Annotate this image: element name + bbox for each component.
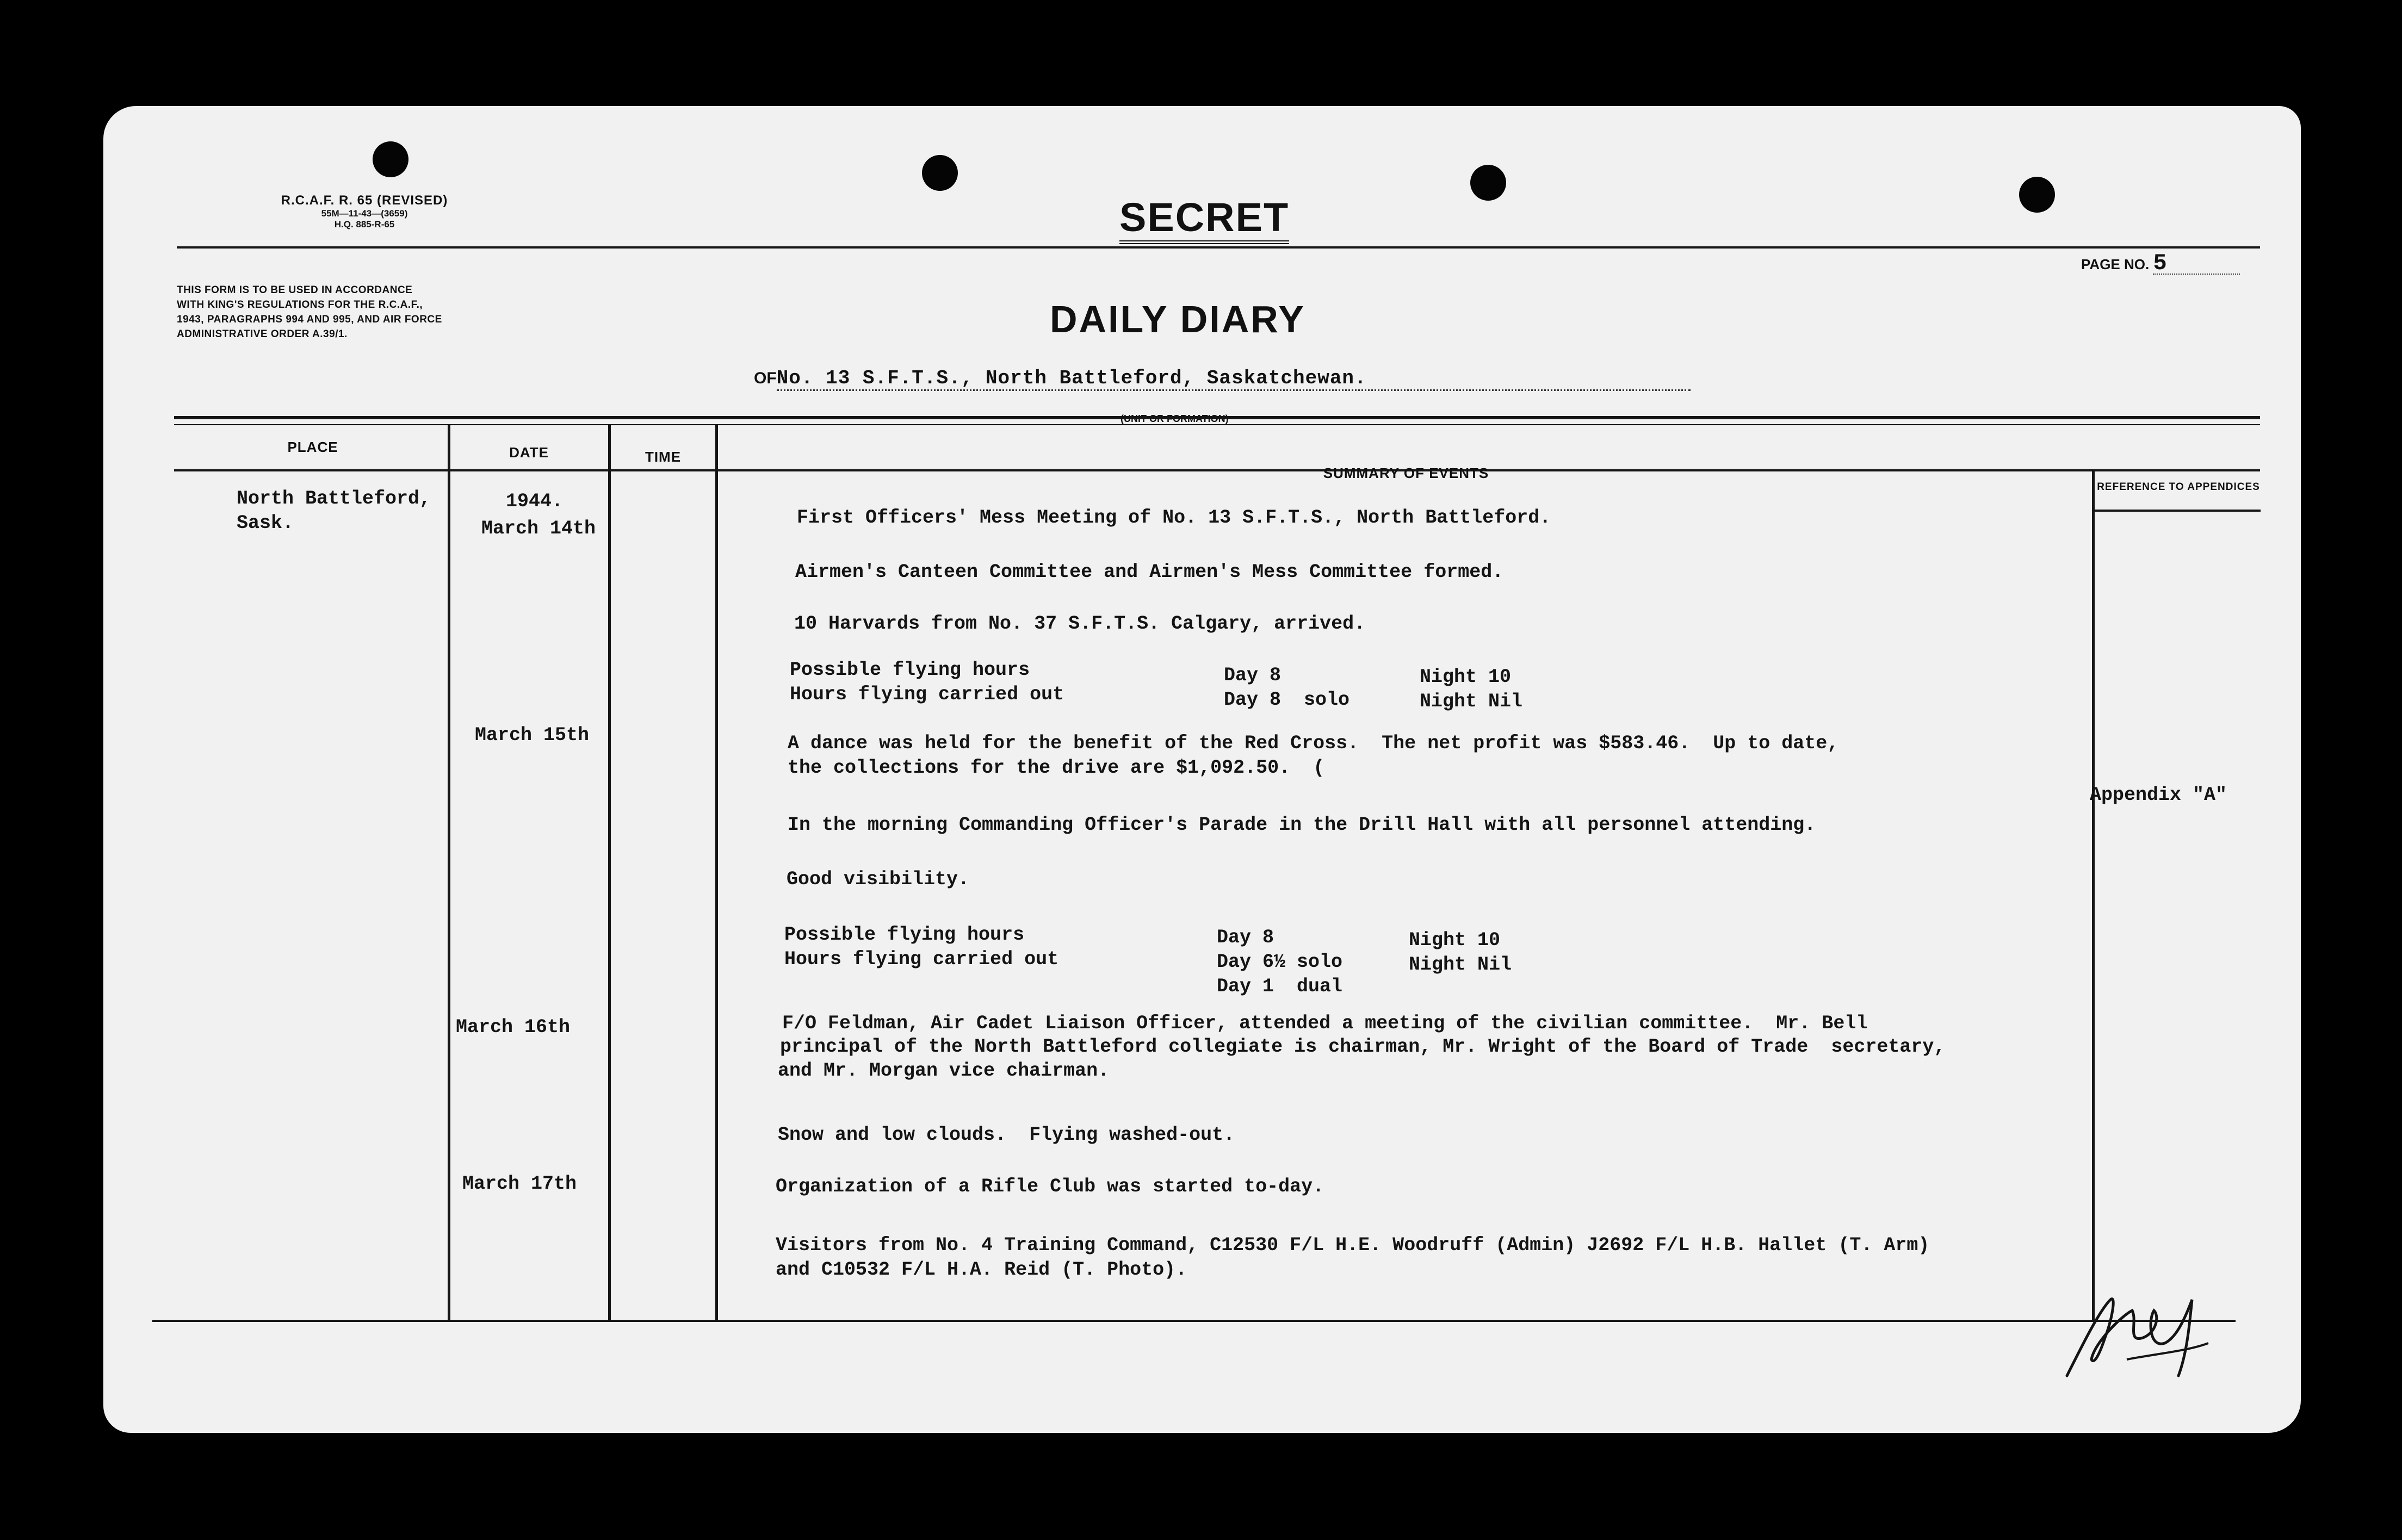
classification-stamp: SECRET [1119, 196, 1289, 244]
table-bottom-rule [152, 1320, 2236, 1322]
regulations-notice [177, 283, 590, 341]
flying-hours-label: Possible flying hours [784, 924, 1025, 946]
flying-night-hours: Night 10 [1409, 929, 1501, 951]
page-number: 5 [2153, 253, 2240, 275]
time-header: TIME [645, 449, 682, 465]
table-top-rule [174, 424, 2260, 425]
column-divider [2092, 470, 2095, 1321]
place-line: North Battleford, [237, 488, 431, 510]
diary-form-card [103, 106, 2301, 1433]
unit-name: No. 13 S.F.T.S., North Battleford, Saskatchewan. [777, 367, 1691, 391]
reference-header: REFERENCE TO APPENDICES [2097, 481, 2260, 493]
flying-hours-label: Hours flying carried out [790, 684, 1064, 705]
event-entry: Visitors from No. 4 Training Command, C12530 F/L H.E. Woodruff (Admin) J2692 F/L H.B. Hallet (T. Arm) [776, 1234, 1930, 1256]
flying-day-hours: Day 8 [1217, 927, 1274, 948]
event-entry: principal of the North Battleford collegiate is chairman, Mr. Wright of the Board of Trade secretary, [780, 1036, 1946, 1058]
notice-line: WITH KING'S REGULATIONS FOR THE R.C.A.F., [177, 299, 423, 311]
notice-line: THIS FORM IS TO BE USED IN ACCORDANCE [177, 284, 413, 296]
notice-line: 1943, PARAGRAPHS 994 AND 995, AND AIR FORCE [177, 314, 442, 325]
flying-day-hours: Day 6½ solo [1217, 951, 1343, 973]
hq-reference: H.Q. 885-R-65 [334, 219, 395, 229]
column-divider [608, 424, 611, 1321]
date-header: DATE [509, 444, 549, 461]
punch-hole [1470, 165, 1506, 201]
event-entry: F/O Feldman, Air Cadet Liaison Officer, attended a meeting of the civilian committee. Mr. Bell [782, 1013, 1868, 1034]
event-entry: and C10532 F/L H.A. Reid (T. Photo). [776, 1259, 1187, 1281]
print-code: 55M—11-43—(3659) [321, 208, 408, 219]
form-title: DAILY DIARY [1050, 298, 1305, 340]
appendix-reference: Appendix "A" [2090, 784, 2227, 806]
event-entry: Organization of a Rifle Club was started to-day. [776, 1176, 1324, 1197]
column-divider [448, 424, 450, 1321]
unit-line [754, 367, 1691, 391]
punch-hole [373, 141, 408, 177]
entry-date: March 15th [475, 724, 590, 746]
flying-day-hours: Day 8 [1224, 665, 1282, 686]
form-identifier [190, 193, 538, 230]
place-header: PLACE [287, 439, 338, 455]
flying-day-hours: Day 8 solo [1224, 689, 1350, 711]
flying-day-hours: Day 1 dual [1217, 976, 1343, 997]
event-entry: the collections for the drive are $1,092.50. ( [788, 757, 1325, 779]
entry-date: March 14th [481, 518, 596, 539]
page-number-field [2081, 250, 2240, 276]
punch-hole [2019, 177, 2055, 213]
event-entry: In the morning Commanding Officer's Parade in the Drill Hall with all personnel attending. [788, 814, 1816, 836]
notice-line: ADMINISTRATIVE ORDER A.39/1. [177, 328, 348, 340]
entry-date: March 17th [462, 1173, 577, 1195]
form-number: R.C.A.F. R. 65 (REVISED) [281, 193, 448, 208]
event-entry: Snow and low clouds. Flying washed-out. [778, 1124, 1235, 1146]
place-line: Sask. [237, 512, 294, 534]
event-entry: 10 Harvards from No. 37 S.F.T.S. Calgary, arrived. [794, 613, 1366, 635]
event-entry: and Mr. Morgan vice chairman. [778, 1060, 1110, 1082]
event-entry: Good visibility. [787, 868, 970, 890]
flying-night-hours: Night Nil [1409, 954, 1512, 976]
reference-header-rule [2092, 510, 2261, 512]
event-entry: First Officers' Mess Meeting of No. 13 S.F.T.S., North Battleford. [797, 507, 1551, 529]
flying-night-hours: Night Nil [1420, 691, 1523, 712]
flying-hours-label: Hours flying carried out [784, 948, 1059, 970]
entry-date: March 16th [456, 1016, 571, 1038]
punch-hole [922, 155, 958, 191]
entry-year: 1944. [506, 490, 564, 512]
flying-night-hours: Night 10 [1420, 666, 1512, 688]
flying-hours-label: Possible flying hours [790, 659, 1030, 681]
column-divider [715, 424, 718, 1321]
summary-header: SUMMARY OF EVENTS [1323, 465, 1489, 481]
page-label: PAGE NO. [2081, 256, 2150, 272]
rule [177, 246, 2260, 249]
of-label: OF [754, 369, 777, 387]
handwritten-initials [2061, 1278, 2225, 1387]
event-entry: A dance was held for the benefit of the Red Cross. The net profit was $583.46. Up to date, [788, 732, 1839, 754]
table-top-rule [174, 416, 2260, 419]
event-entry: Airmen's Canteen Committee and Airmen's Mess Committee formed. [795, 561, 1504, 583]
